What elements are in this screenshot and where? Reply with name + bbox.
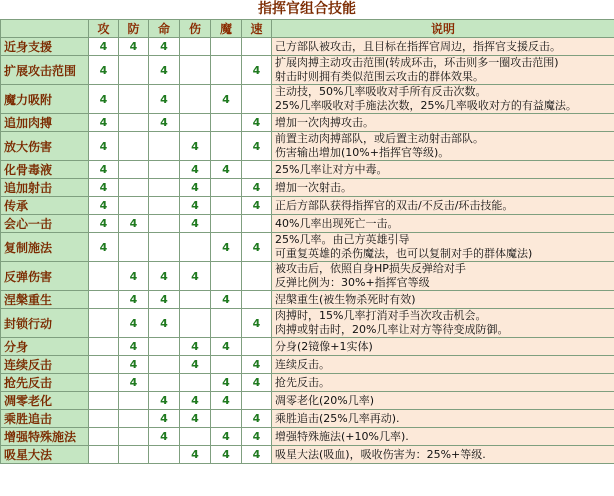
- description-line: 涅槃重生(被生物杀死时有效): [275, 292, 416, 306]
- attribute-value: 4: [211, 85, 242, 114]
- attribute-value: [211, 179, 242, 197]
- skill-name: 连续反击: [1, 356, 89, 374]
- attribute-value: 4: [180, 161, 211, 179]
- skill-row: [1, 132, 614, 161]
- skill-name: 化骨毒液: [1, 161, 89, 179]
- skill-description: [272, 356, 614, 374]
- description-line: 增加一次射击。: [275, 180, 352, 194]
- attribute-value: 4: [89, 233, 119, 262]
- description-line: 凋零老化(20%几率): [275, 393, 375, 407]
- skill-row: [1, 356, 614, 374]
- attribute-value: [211, 114, 242, 132]
- skill-description: [272, 197, 614, 215]
- skill-rows: [1, 38, 614, 464]
- skill-row: [1, 161, 614, 179]
- skill-name: 放大伤害: [1, 132, 89, 161]
- attribute-value: 4: [119, 291, 149, 309]
- skill-description: [272, 85, 614, 114]
- skill-row: [1, 56, 614, 85]
- skill-row: [1, 38, 614, 56]
- attribute-value: [242, 338, 272, 356]
- description-line: 增加一次肉搏攻击。: [275, 115, 374, 129]
- attribute-value: [180, 38, 211, 56]
- attribute-value: 4: [89, 132, 119, 161]
- skill-row: [1, 262, 614, 291]
- attribute-value: 4: [180, 132, 211, 161]
- attribute-value: 4: [180, 392, 211, 410]
- attribute-value: 4: [149, 392, 180, 410]
- attribute-value: 4: [242, 410, 272, 428]
- attribute-value: 4: [149, 114, 180, 132]
- attribute-value: 4: [149, 309, 180, 338]
- attribute-value: 4: [180, 262, 211, 291]
- attribute-value: [89, 356, 119, 374]
- sheet-title: 指挥官组合技能: [0, 0, 614, 19]
- description-line: 抢先反击。: [275, 375, 330, 389]
- attribute-value: [119, 428, 149, 446]
- attribute-value: 4: [242, 446, 272, 464]
- attribute-value: [119, 56, 149, 85]
- attribute-value: [149, 215, 180, 233]
- skill-name: 反弹伤害: [1, 262, 89, 291]
- description-line: 己方部队被攻击，且目标在指挥官周边，指挥官支援反击。: [275, 39, 561, 53]
- attribute-value: [211, 356, 242, 374]
- skill-row: [1, 410, 614, 428]
- attribute-value: [89, 338, 119, 356]
- skill-row: [1, 233, 614, 262]
- attribute-value: [242, 85, 272, 114]
- skill-table: [0, 19, 614, 464]
- skill-row: [1, 309, 614, 338]
- attribute-value: 4: [242, 56, 272, 85]
- header-accuracy: 命: [149, 20, 180, 38]
- skill-name: 分身: [1, 338, 89, 356]
- description-line: 肉搏或射击时，20%几率让对方等待变成防御。: [275, 323, 509, 336]
- attribute-value: [119, 197, 149, 215]
- skill-description: [272, 428, 614, 446]
- attribute-value: [119, 410, 149, 428]
- attribute-value: 4: [211, 428, 242, 446]
- attribute-value: [180, 233, 211, 262]
- attribute-value: [211, 197, 242, 215]
- skill-row: [1, 114, 614, 132]
- attribute-value: [89, 309, 119, 338]
- attribute-value: [89, 374, 119, 392]
- attribute-value: 4: [211, 446, 242, 464]
- skill-description: [272, 309, 614, 338]
- attribute-value: [149, 233, 180, 262]
- attribute-value: [242, 291, 272, 309]
- attribute-value: [242, 392, 272, 410]
- attribute-value: [242, 262, 272, 291]
- attribute-value: 4: [119, 262, 149, 291]
- attribute-value: 4: [119, 356, 149, 374]
- header-row: [1, 20, 614, 38]
- skill-name: 抢先反击: [1, 374, 89, 392]
- skill-name: 涅槃重生: [1, 291, 89, 309]
- attribute-value: [180, 85, 211, 114]
- attribute-value: [211, 309, 242, 338]
- skill-name: 乘胜追击: [1, 410, 89, 428]
- header-speed: 速: [242, 20, 272, 38]
- skill-description: [272, 233, 614, 262]
- attribute-value: [149, 338, 180, 356]
- attribute-value: 4: [89, 114, 119, 132]
- attribute-value: [180, 428, 211, 446]
- attribute-value: [89, 262, 119, 291]
- description-line: 肉搏时，15%几率打消对手当次攻击机会。: [275, 309, 487, 322]
- attribute-value: 4: [119, 338, 149, 356]
- attribute-value: 4: [242, 114, 272, 132]
- skill-row: [1, 197, 614, 215]
- skill-name: 吸星大法: [1, 446, 89, 464]
- attribute-value: 4: [242, 197, 272, 215]
- skill-description: [272, 374, 614, 392]
- attribute-value: [242, 38, 272, 56]
- description-line: 反弹比例为：30%+指挥官等级: [275, 276, 430, 289]
- skill-row: [1, 428, 614, 446]
- skill-name: 会心一击: [1, 215, 89, 233]
- attribute-value: [119, 161, 149, 179]
- header-magic: 魔: [211, 20, 242, 38]
- attribute-value: [149, 161, 180, 179]
- attribute-value: 4: [89, 38, 119, 56]
- skill-description: [272, 392, 614, 410]
- skill-name: 魔力吸附: [1, 85, 89, 114]
- skill-name: 追加射击: [1, 179, 89, 197]
- skill-description: [272, 291, 614, 309]
- header-attack: 攻: [89, 20, 119, 38]
- attribute-value: [149, 179, 180, 197]
- attribute-value: 4: [180, 356, 211, 374]
- attribute-value: 4: [119, 309, 149, 338]
- description-line: 乘胜追击(25%几率再动).: [275, 411, 400, 425]
- header-corner: [1, 20, 89, 38]
- skill-name: 增强特殊施法: [1, 428, 89, 446]
- attribute-value: 4: [211, 161, 242, 179]
- attribute-value: 4: [242, 132, 272, 161]
- attribute-value: [119, 392, 149, 410]
- header-defense: 防: [119, 20, 149, 38]
- description-line: 被攻击后，依照自身HP损失反弹给对手: [275, 262, 466, 275]
- skill-name: 复制施法: [1, 233, 89, 262]
- skill-row: [1, 392, 614, 410]
- description-line: 前置主动肉搏部队，或后置主动射击部队。: [275, 132, 484, 145]
- skill-description: [272, 262, 614, 291]
- skill-description: [272, 38, 614, 56]
- attribute-value: 4: [211, 392, 242, 410]
- skill-description: [272, 56, 614, 85]
- description-line: 可重复英雄的杀伤魔法，也可以复制对手的群体魔法): [275, 247, 533, 260]
- attribute-value: 4: [89, 197, 119, 215]
- description-line: 扩展肉搏主动攻击范围(转成环击，环击则多一圈攻击范围): [275, 56, 559, 69]
- description-line: 40%几率出现死亡一击。: [275, 216, 399, 230]
- attribute-value: [119, 132, 149, 161]
- description-line: 连续反击。: [275, 357, 330, 371]
- attribute-value: 4: [242, 428, 272, 446]
- attribute-value: [180, 374, 211, 392]
- attribute-value: [119, 85, 149, 114]
- attribute-value: [149, 197, 180, 215]
- attribute-value: 4: [89, 215, 119, 233]
- description-line: 25%几率让对方中毒。: [275, 162, 388, 176]
- skill-description: [272, 179, 614, 197]
- attribute-value: 4: [242, 356, 272, 374]
- skill-row: [1, 85, 614, 114]
- skill-name: 扩展攻击范围: [1, 56, 89, 85]
- attribute-value: [242, 215, 272, 233]
- skill-row: [1, 338, 614, 356]
- attribute-value: [119, 446, 149, 464]
- attribute-value: 4: [89, 161, 119, 179]
- description-line: 吸星大法(吸血)，吸收伤害为：25%+等级.: [275, 447, 486, 461]
- description-line: 射击时则拥有类似范围云攻击的群体效果。: [275, 70, 484, 83]
- skill-name: 近身支援: [1, 38, 89, 56]
- attribute-value: 4: [211, 233, 242, 262]
- attribute-value: [119, 179, 149, 197]
- attribute-value: [211, 56, 242, 85]
- description-line: 25%几率吸收对手施法次数，25%几率吸收对方的有益魔法。: [275, 99, 577, 112]
- attribute-value: [180, 114, 211, 132]
- attribute-value: 4: [119, 215, 149, 233]
- attribute-value: [119, 114, 149, 132]
- attribute-value: [149, 374, 180, 392]
- attribute-value: 4: [149, 85, 180, 114]
- attribute-value: 4: [242, 233, 272, 262]
- skill-description: [272, 410, 614, 428]
- attribute-value: [211, 38, 242, 56]
- attribute-value: 4: [149, 38, 180, 56]
- attribute-value: 4: [149, 428, 180, 446]
- attribute-value: 4: [89, 85, 119, 114]
- attribute-value: [149, 446, 180, 464]
- attribute-value: [180, 291, 211, 309]
- attribute-value: 4: [211, 291, 242, 309]
- skill-row: [1, 446, 614, 464]
- skill-row: [1, 179, 614, 197]
- attribute-value: [242, 161, 272, 179]
- skill-row: [1, 374, 614, 392]
- attribute-value: [180, 309, 211, 338]
- attribute-value: 4: [180, 215, 211, 233]
- skill-row: [1, 291, 614, 309]
- attribute-value: [89, 392, 119, 410]
- attribute-value: 4: [180, 179, 211, 197]
- description-line: 主动技，50%几率吸收对手所有反击次数。: [275, 85, 487, 98]
- attribute-value: [89, 291, 119, 309]
- description-line: 分身(2镜像+1实体): [275, 339, 373, 353]
- skill-name: 传承: [1, 197, 89, 215]
- skill-description: [272, 446, 614, 464]
- attribute-value: [149, 132, 180, 161]
- attribute-value: 4: [89, 179, 119, 197]
- skill-name: 封锁行动: [1, 309, 89, 338]
- attribute-value: 4: [119, 38, 149, 56]
- attribute-value: [180, 56, 211, 85]
- attribute-value: [211, 410, 242, 428]
- skill-name: 追加肉搏: [1, 114, 89, 132]
- attribute-value: 4: [211, 374, 242, 392]
- attribute-value: [211, 262, 242, 291]
- attribute-value: 4: [89, 56, 119, 85]
- attribute-value: 4: [180, 338, 211, 356]
- attribute-value: 4: [211, 338, 242, 356]
- attribute-value: 4: [119, 374, 149, 392]
- skill-description: [272, 161, 614, 179]
- attribute-value: [89, 446, 119, 464]
- attribute-value: 4: [149, 262, 180, 291]
- skill-description: [272, 114, 614, 132]
- description-line: 伤害输出增加(10%+指挥官等级)。: [275, 146, 450, 159]
- skill-description: [272, 338, 614, 356]
- description-line: 增强特殊施法(+10%几率).: [275, 429, 409, 443]
- attribute-value: [89, 428, 119, 446]
- attribute-value: [89, 410, 119, 428]
- attribute-value: [119, 233, 149, 262]
- attribute-value: 4: [149, 291, 180, 309]
- description-line: 正后方部队获得指挥官的双击/不反击/环击技能。: [275, 198, 514, 212]
- header-description: 说明: [272, 20, 614, 38]
- attribute-value: 4: [242, 179, 272, 197]
- header-damage: 伤: [180, 20, 211, 38]
- attribute-value: 4: [149, 56, 180, 85]
- skill-row: [1, 215, 614, 233]
- description-line: 25%几率。由己方英雄引导: [275, 233, 410, 246]
- attribute-value: [211, 215, 242, 233]
- attribute-value: 4: [149, 410, 180, 428]
- attribute-value: 4: [242, 374, 272, 392]
- skill-description: [272, 215, 614, 233]
- attribute-value: 4: [180, 446, 211, 464]
- skill-description: [272, 132, 614, 161]
- attribute-value: [211, 132, 242, 161]
- attribute-value: 4: [180, 197, 211, 215]
- attribute-value: 4: [180, 410, 211, 428]
- attribute-value: 4: [242, 309, 272, 338]
- attribute-value: [149, 356, 180, 374]
- skill-name: 凋零老化: [1, 392, 89, 410]
